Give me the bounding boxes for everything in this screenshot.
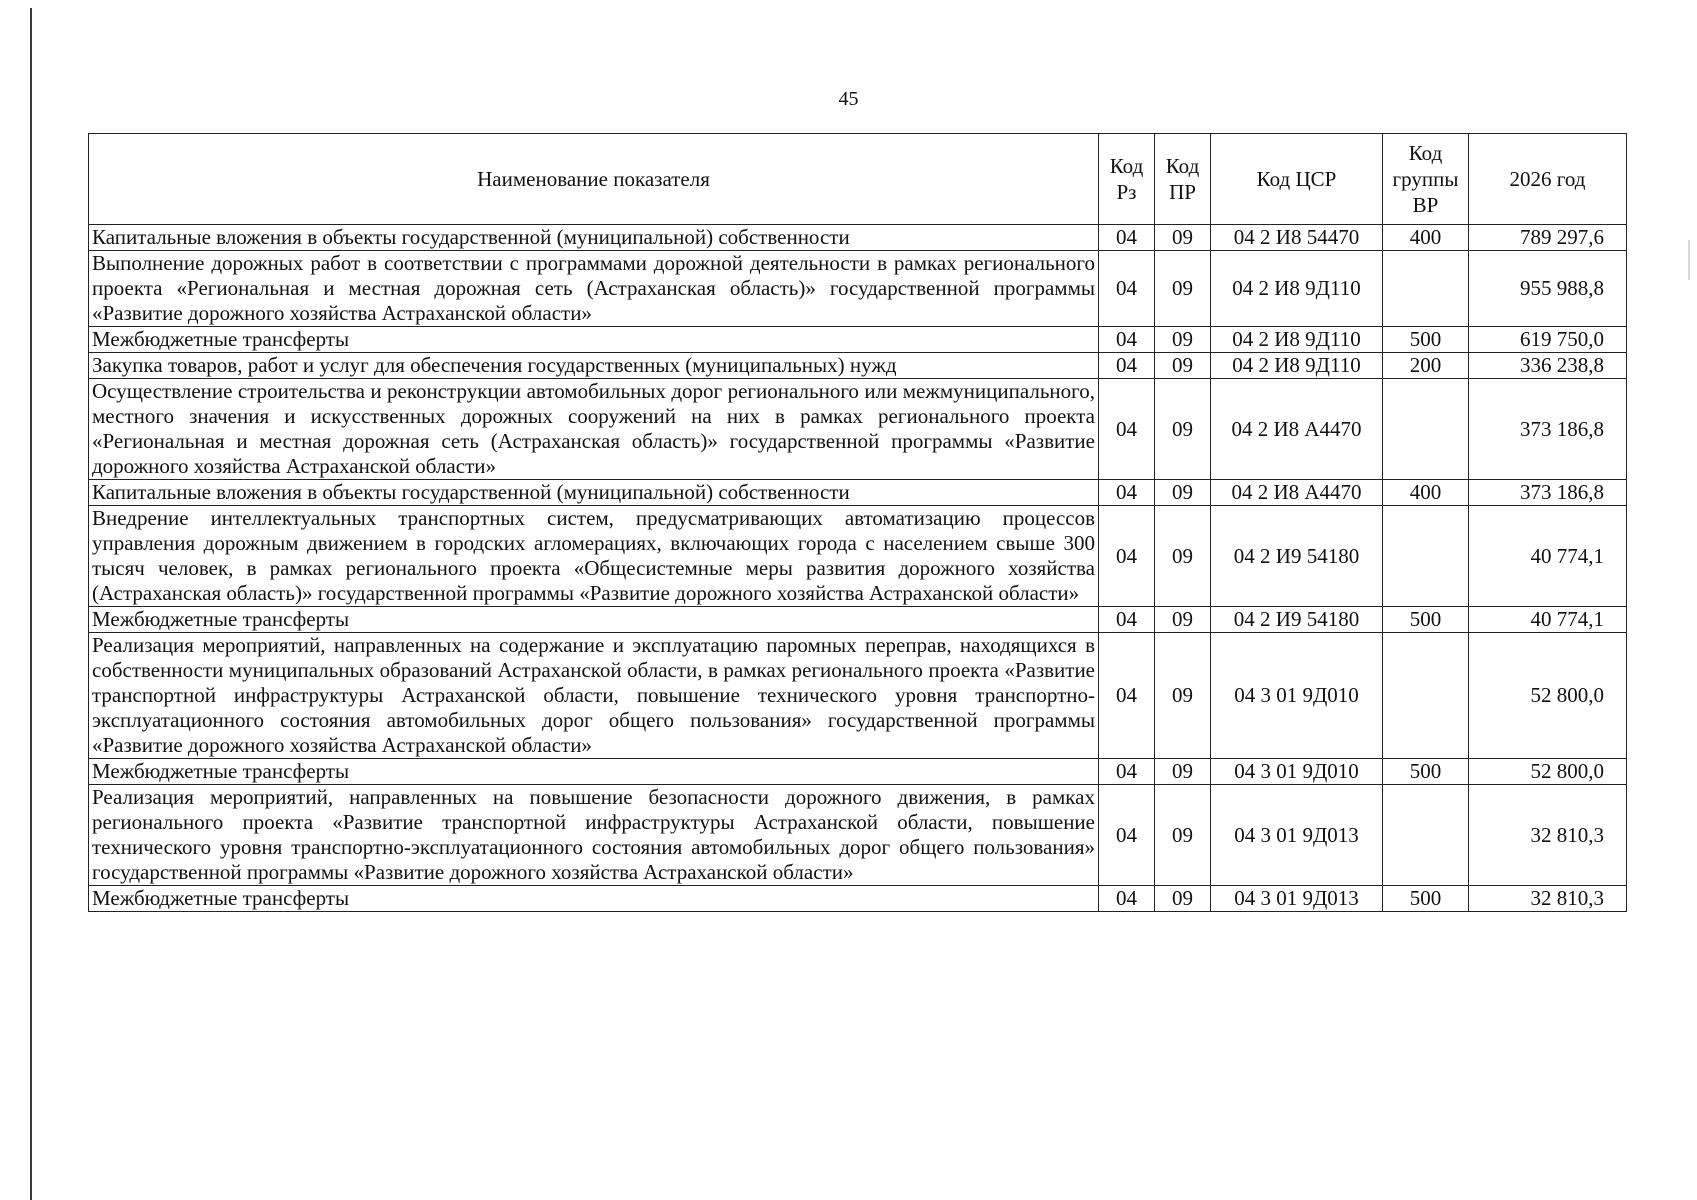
table-row	[89, 785, 1627, 886]
header-year: 2026 год	[1469, 134, 1627, 225]
row-csr: 04 2 И9 54180	[1211, 506, 1383, 607]
table-row	[89, 379, 1627, 480]
row-name: Закупка товаров, работ и услуг для обеспечения государственных (муниципальных) нужд	[89, 353, 1099, 379]
row-csr: 04 3 01 9Д010	[1211, 633, 1383, 759]
row-pr: 09	[1155, 225, 1211, 251]
row-rz: 04	[1099, 225, 1155, 251]
row-pr: 09	[1155, 251, 1211, 327]
table-row	[89, 327, 1627, 353]
row-csr: 04 2 И8 9Д110	[1211, 327, 1383, 353]
row-amount: 789 297,6	[1469, 225, 1627, 251]
table-row	[89, 251, 1627, 327]
row-vr: 500	[1383, 759, 1469, 785]
table-row	[89, 607, 1627, 633]
row-amount: 40 774,1	[1469, 506, 1627, 607]
table-row	[89, 225, 1627, 251]
table-row	[89, 886, 1627, 912]
row-vr: 200	[1383, 353, 1469, 379]
row-amount: 32 810,3	[1469, 785, 1627, 886]
row-amount: 373 186,8	[1469, 379, 1627, 480]
row-pr: 09	[1155, 886, 1211, 912]
row-vr: 500	[1383, 327, 1469, 353]
header-name: Наименование показателя	[89, 134, 1099, 225]
row-name: Межбюджетные трансферты	[89, 327, 1099, 353]
row-vr: 500	[1383, 886, 1469, 912]
row-amount: 52 800,0	[1469, 633, 1627, 759]
row-amount: 52 800,0	[1469, 759, 1627, 785]
row-amount: 32 810,3	[1469, 886, 1627, 912]
table-row	[89, 480, 1627, 506]
row-csr: 04 2 И8 9Д110	[1211, 251, 1383, 327]
row-csr: 04 2 И8 А4470	[1211, 379, 1383, 480]
row-vr	[1383, 251, 1469, 327]
scan-edge-mark	[1688, 240, 1690, 280]
row-name: Реализация мероприятий, направленных на содержание и эксплуатацию паромных переправ, находящихся в собственности муниципальных образований Астраханской области, в рамках регионального проекта «Развитие транспортной инфраструктуры Астраханской области, повышение технического уровня транспортно-эксплуатационного состояния автомобильных дорог общего пользования» государственной программы «Развитие дорожного хозяйства Астраханской области»	[89, 633, 1099, 759]
row-name: Межбюджетные трансферты	[89, 886, 1099, 912]
row-name: Выполнение дорожных работ в соответствии с программами дорожной деятельности в рамках регионального проекта «Региональная и местная дорожная сеть (Астраханская область)» государственной программы «Развитие дорожного хозяйства Астраханской области»	[89, 251, 1099, 327]
row-name: Межбюджетные трансферты	[89, 759, 1099, 785]
header-csr: Код ЦСР	[1211, 134, 1383, 225]
row-rz: 04	[1099, 759, 1155, 785]
row-amount: 955 988,8	[1469, 251, 1627, 327]
page-number: 45	[838, 88, 859, 110]
row-csr: 04 2 И8 А4470	[1211, 480, 1383, 506]
row-pr: 09	[1155, 506, 1211, 607]
row-rz: 04	[1099, 607, 1155, 633]
row-csr: 04 3 01 9Д013	[1211, 785, 1383, 886]
row-name: Капитальные вложения в объекты государственной (муниципальной) собственности	[89, 225, 1099, 251]
row-pr: 09	[1155, 353, 1211, 379]
row-vr	[1383, 379, 1469, 480]
table-row	[89, 353, 1627, 379]
row-pr: 09	[1155, 379, 1211, 480]
row-rz: 04	[1099, 785, 1155, 886]
row-rz: 04	[1099, 379, 1155, 480]
row-pr: 09	[1155, 759, 1211, 785]
binding-margin-line	[30, 8, 32, 1200]
row-vr	[1383, 633, 1469, 759]
row-csr: 04 2 И8 54470	[1211, 225, 1383, 251]
table-row	[89, 759, 1627, 785]
row-amount: 373 186,8	[1469, 480, 1627, 506]
table-row	[89, 506, 1627, 607]
row-name: Капитальные вложения в объекты государственной (муниципальной) собственности	[89, 480, 1099, 506]
row-name: Осуществление строительства и реконструкции автомобильных дорог регионального или межмуниципального, местного значения и искусственных дорожных сооружений на них в рамках регионального проекта «Региональная и местная дорожная сеть (Астраханская область)» государственной программы «Развитие дорожного хозяйства Астраханской области»	[89, 379, 1099, 480]
row-name: Внедрение интеллектуальных транспортных систем, предусматривающих автоматизацию процессов управления дорожным движением в городских агломерациях, включающих города с населением свыше 300 тысяч человек, в рамках регионального проекта «Общесистемные меры развития дорожного хозяйства (Астраханская область)» государственной программы «Развитие дорожного хозяйства Астраханской области»	[89, 506, 1099, 607]
row-csr: 04 2 И9 54180	[1211, 607, 1383, 633]
row-rz: 04	[1099, 480, 1155, 506]
row-name: Межбюджетные трансферты	[89, 607, 1099, 633]
row-vr: 400	[1383, 480, 1469, 506]
row-pr: 09	[1155, 607, 1211, 633]
row-amount: 619 750,0	[1469, 327, 1627, 353]
row-pr: 09	[1155, 327, 1211, 353]
row-pr: 09	[1155, 785, 1211, 886]
header-pr: Код ПР	[1155, 134, 1211, 225]
row-rz: 04	[1099, 506, 1155, 607]
row-rz: 04	[1099, 353, 1155, 379]
row-amount: 336 238,8	[1469, 353, 1627, 379]
row-csr: 04 3 01 9Д010	[1211, 759, 1383, 785]
row-rz: 04	[1099, 633, 1155, 759]
row-rz: 04	[1099, 251, 1155, 327]
row-pr: 09	[1155, 633, 1211, 759]
table-header-row	[89, 134, 1627, 225]
header-vr: Код группы ВР	[1383, 134, 1469, 225]
row-name: Реализация мероприятий, направленных на повышение безопасности дорожного движения, в рамках регионального проекта «Развитие транспортной инфраструктуры Астраханской области, повышение технического уровня транспортно-эксплуатационного состояния автомобильных дорог общего пользования» государственной программы «Развитие дорожного хозяйства Астраханской области»	[89, 785, 1099, 886]
row-rz: 04	[1099, 327, 1155, 353]
row-vr: 400	[1383, 225, 1469, 251]
row-rz: 04	[1099, 886, 1155, 912]
row-amount: 40 774,1	[1469, 607, 1627, 633]
row-vr	[1383, 785, 1469, 886]
row-csr: 04 3 01 9Д013	[1211, 886, 1383, 912]
row-csr: 04 2 И8 9Д110	[1211, 353, 1383, 379]
row-pr: 09	[1155, 480, 1211, 506]
budget-table	[88, 133, 1627, 912]
row-vr	[1383, 506, 1469, 607]
header-rz: Код Рз	[1099, 134, 1155, 225]
row-vr: 500	[1383, 607, 1469, 633]
table-row	[89, 633, 1627, 759]
